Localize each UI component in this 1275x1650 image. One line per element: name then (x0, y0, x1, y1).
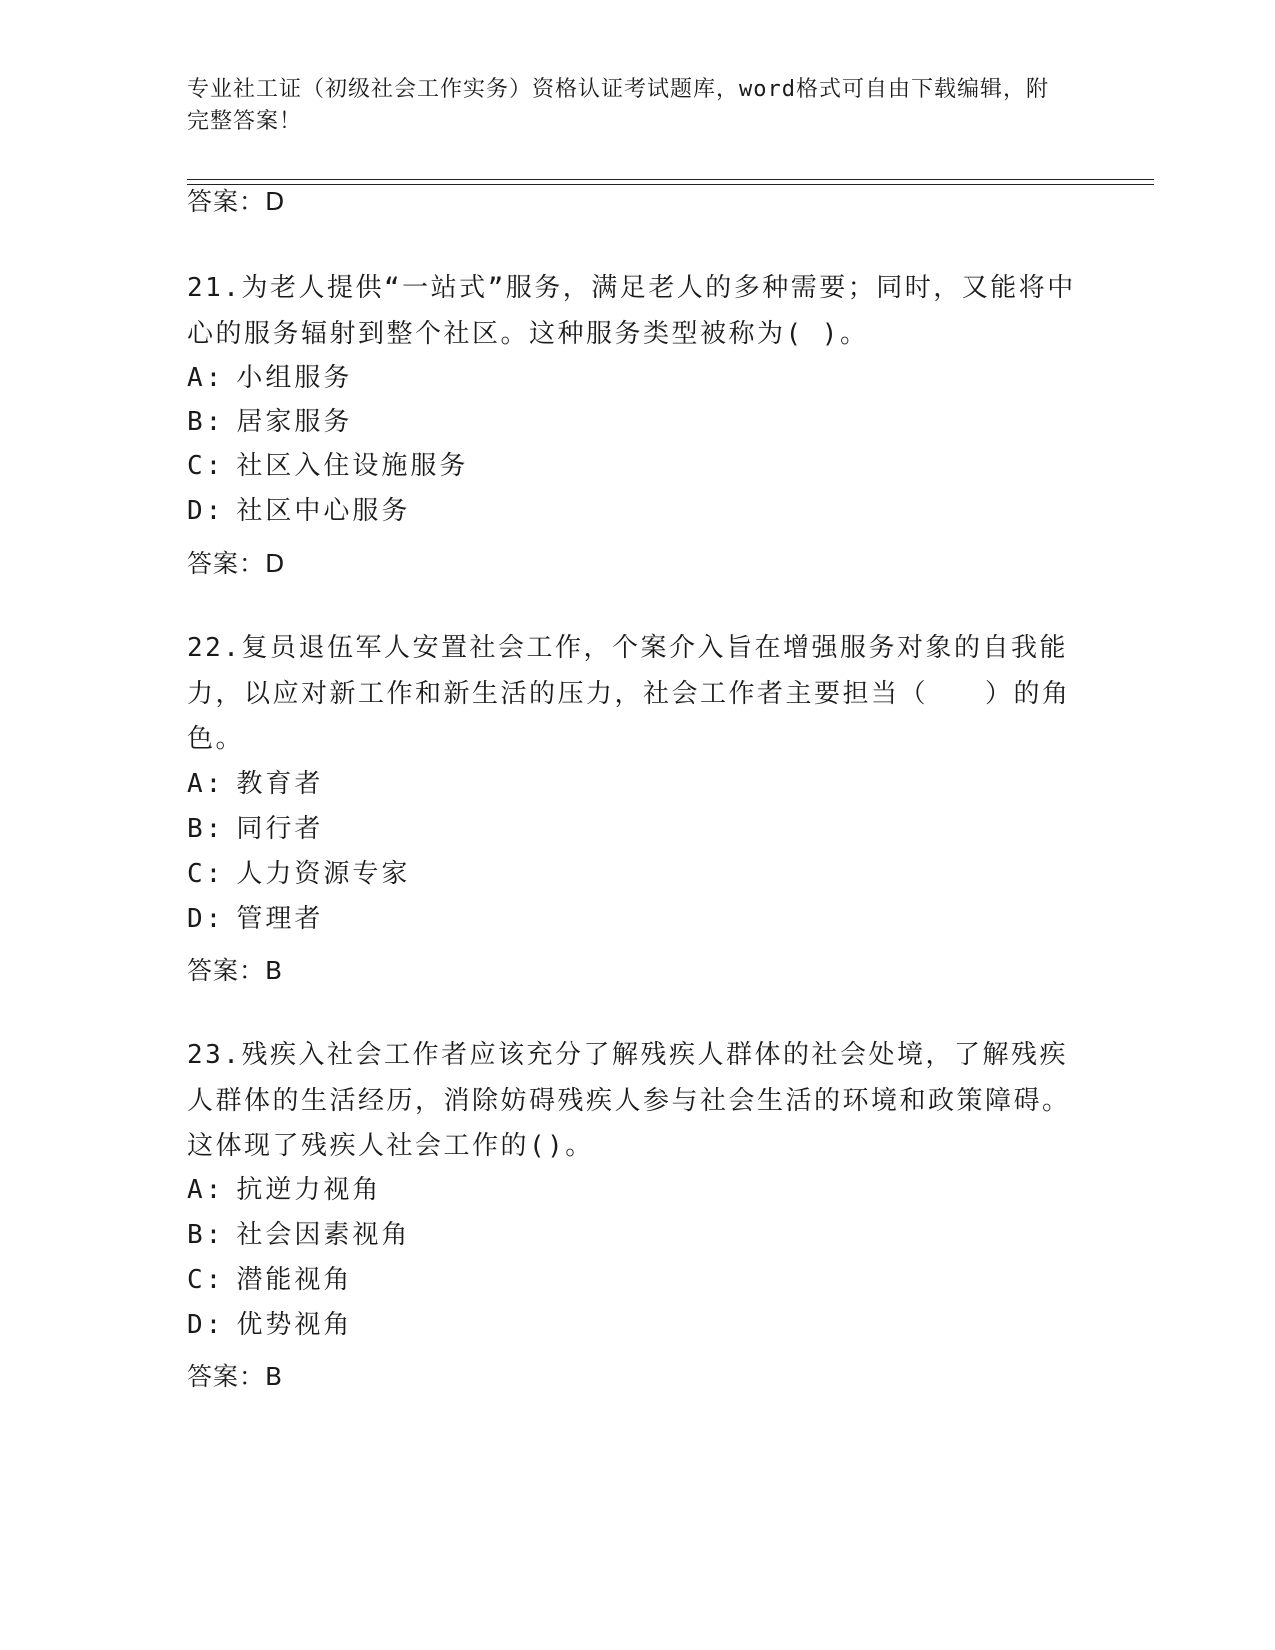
header-divider-bottom (187, 184, 1154, 185)
question-22-option-b (187, 812, 323, 846)
question-22-option-d (187, 902, 323, 936)
question-21-option-d (187, 494, 410, 528)
question-23-answer: 答案：B (187, 1362, 284, 1391)
header-title: 专业社工证（初级社会工作实务）资格认证考试题库，word格式可自由下载编辑，附完整答案！ (187, 77, 1049, 134)
option-letter: D: (187, 904, 225, 934)
option-label: 居家服务 (236, 407, 353, 437)
question-21-answer: 答案：D (187, 549, 286, 578)
question-23-option-c (187, 1263, 352, 1297)
question-21-option-b (187, 405, 352, 439)
option-letter: A: (187, 769, 225, 799)
page-header (187, 74, 1067, 138)
option-label: 管理者 (236, 904, 324, 934)
question-22-answer: 答案：B (187, 956, 284, 985)
question-23-option-a (187, 1173, 381, 1207)
question-21-option-a (187, 361, 352, 395)
option-label: 社会因素视角 (236, 1220, 411, 1250)
header-divider-top (187, 179, 1154, 180)
option-label: 教育者 (236, 769, 324, 799)
question-22-option-a (187, 767, 323, 801)
previous-answer: 答案：D (187, 187, 286, 216)
option-label: 抗逆力视角 (236, 1175, 382, 1205)
question-23-text: 23.残疾入社会工作者应该充分了解残疾人群体的社会处境，了解残疾人群体的生活经历，消除妨碍残疾人参与社会生活的环境和政策障碍。这体现了残疾人社会工作的()。 (187, 1040, 1071, 1161)
option-label: 优势视角 (236, 1310, 353, 1340)
option-label: 人力资源专家 (236, 859, 411, 889)
option-letter: C: (187, 451, 225, 481)
option-letter: D: (187, 496, 225, 526)
question-23-option-b (187, 1218, 410, 1252)
question-22-option-c (187, 857, 410, 891)
question-22-text: 22.复员退伍军人安置社会工作，个案介入旨在增强服务对象的自我能力，以应对新工作和新生活的压力，社会工作者主要担当（ ）的角色。 (187, 633, 1071, 754)
option-label: 社区中心服务 (236, 496, 411, 526)
option-letter: C: (187, 859, 225, 889)
option-label: 社区入住设施服务 (236, 451, 469, 481)
option-letter: B: (187, 814, 225, 844)
option-letter: B: (187, 1220, 225, 1250)
question-21-text: 21.为老人提供“一站式”服务，满足老人的多种需要；同时，又能将中心的服务辐射到整个社区。这种服务类型被称为( )。 (187, 273, 1076, 349)
option-letter: B: (187, 407, 225, 437)
option-letter: C: (187, 1265, 225, 1295)
option-letter: A: (187, 1175, 225, 1205)
option-label: 潜能视角 (236, 1265, 353, 1295)
question-23-option-d (187, 1308, 352, 1342)
option-label: 小组服务 (236, 363, 353, 393)
option-label: 同行者 (236, 814, 324, 844)
option-letter: D: (187, 1310, 225, 1340)
option-letter: A: (187, 363, 225, 393)
question-21-option-c (187, 449, 468, 483)
